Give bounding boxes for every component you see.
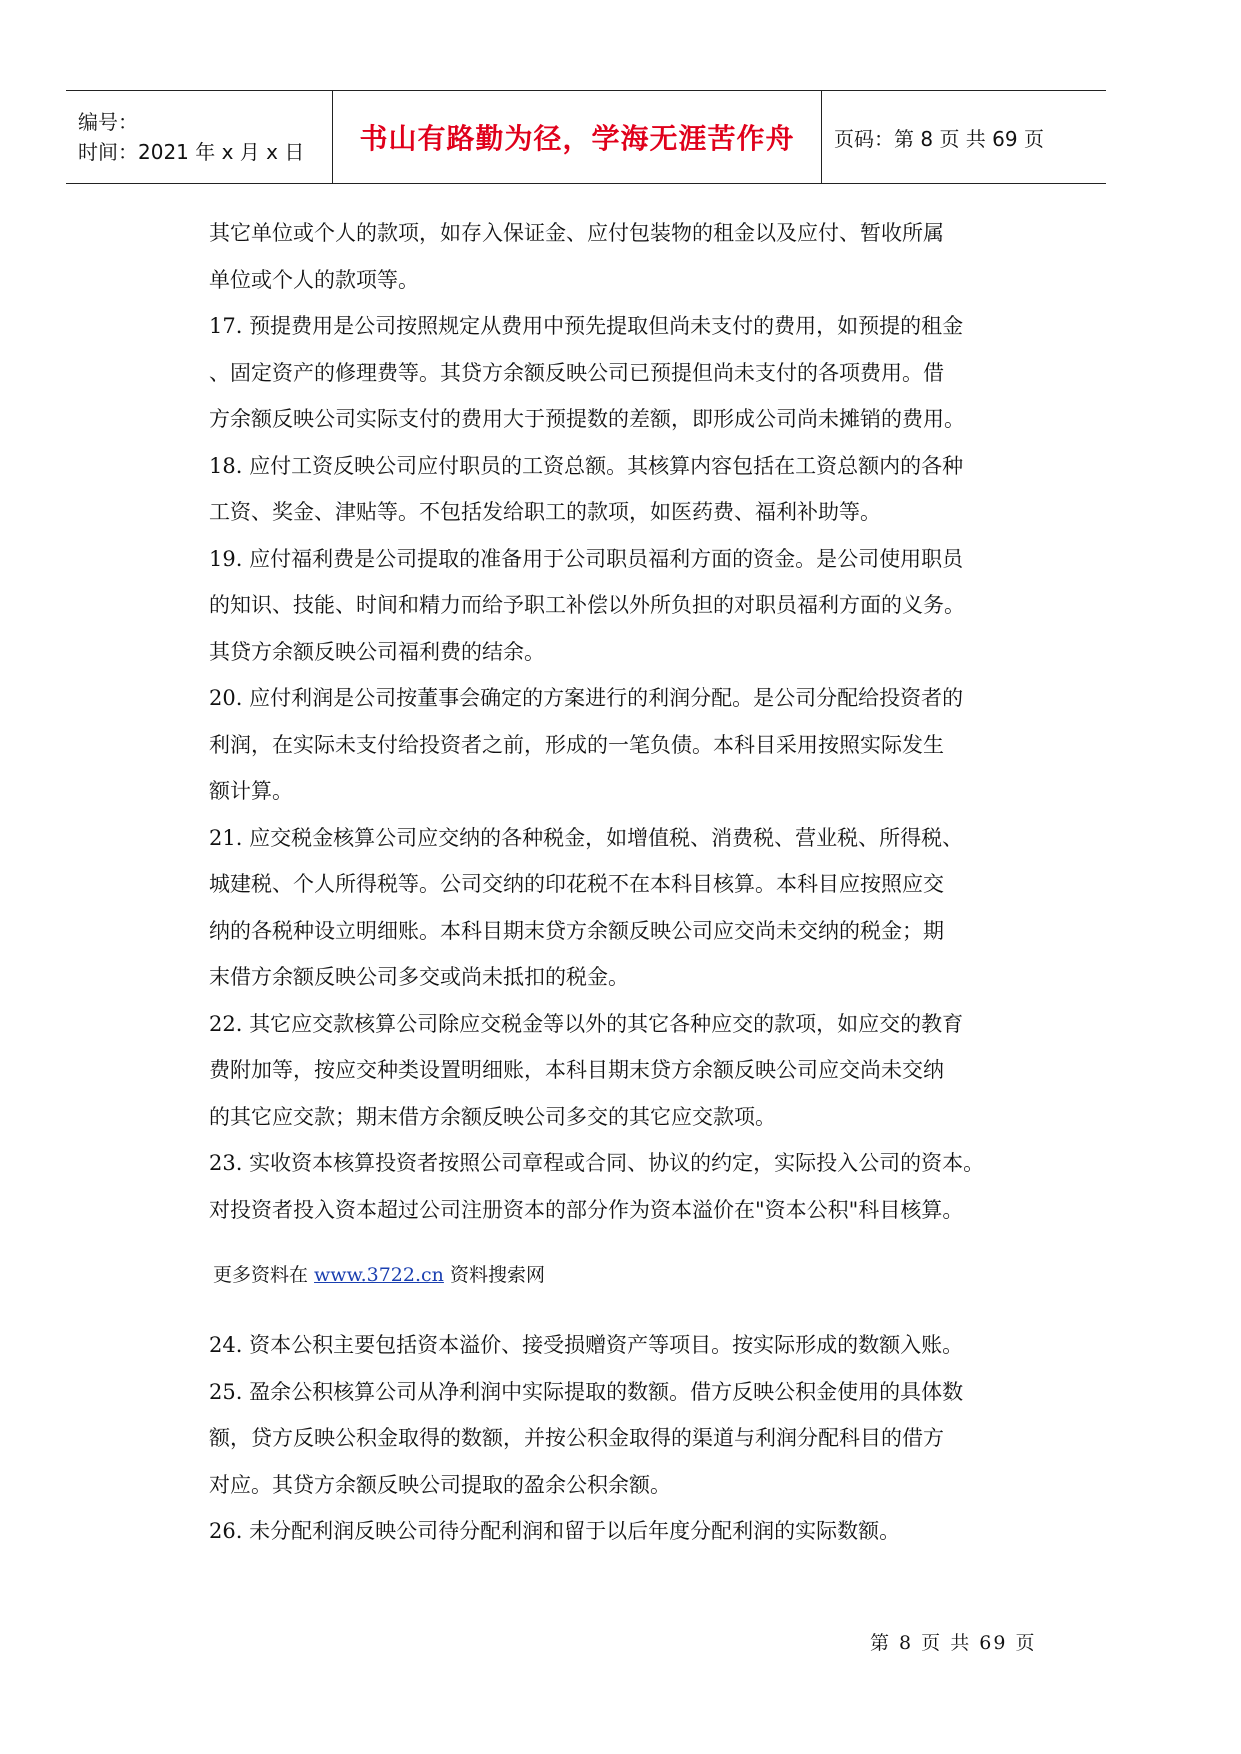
header-meta	[66, 91, 332, 183]
text-line: 城建税、个人所得税等。公司交纳的印花税不在本科目核算。本科目应按照应交	[209, 872, 944, 896]
text-line: 25. 盈余公积核算公司从净利润中实际提取的数额。借方反映公积金使用的具体数	[209, 1379, 964, 1404]
text-line: 17. 预提费用是公司按照规定从费用中预先提取但尚未支付的费用，如预提的租金	[209, 314, 964, 338]
resource-ad	[213, 1260, 545, 1287]
ad-link[interactable]: www.3722.cn	[314, 1264, 444, 1286]
header-page-label: 页码：第 8 页 共 69 页	[834, 126, 1044, 151]
text-line: 的知识、技能、时间和精力而给予职工补偿以外所负担的对职员福利方面的义务。	[209, 593, 965, 617]
header-page-cell	[822, 91, 1106, 183]
text-line: 、固定资产的修理费等。其贷方余额反映公司已预提但尚未支付的各项费用。借	[209, 360, 944, 385]
text-line: 19. 应付福利费是公司提取的准备用于公司职员福利方面的资金。是公司使用职员	[209, 546, 964, 571]
text-line: 单位或个人的款项等。	[209, 267, 419, 292]
text-line: 纳的各税种设立明细账。本科目期末贷方余额反映公司应交尚未交纳的税金；期	[209, 918, 944, 943]
text-line: 21. 应交税金核算公司应交纳的各种税金，如增值税、消费税、营业税、所得税、	[209, 825, 964, 850]
header-motto-cell	[332, 91, 822, 183]
ad-suffix: 资料搜索网	[443, 1264, 545, 1286]
text-line: 26. 未分配利润反映公司待分配利润和留于以后年度分配利润的实际数额。	[209, 1519, 901, 1543]
text-line: 其它单位或个人的款项，如存入保证金、应付包装物的租金以及应付、暂收所属	[209, 221, 944, 245]
text-line: 23. 实收资本核算投资者按照公司章程或合同、协议的约定，实际投入公司的资本。	[209, 1151, 985, 1175]
text-line: 18. 应付工资反映公司应付职员的工资总额。其核算内容包括在工资总额内的各种	[209, 453, 964, 478]
ad-prefix: 更多资料在	[213, 1264, 315, 1286]
text-line: 的其它应交款；期末借方余额反映公司多交的其它应交款项。	[209, 1104, 776, 1129]
text-line: 额计算。	[209, 779, 293, 803]
text-line: 20. 应付利润是公司按董事会确定的方案进行的利润分配。是公司分配给投资者的	[209, 686, 964, 710]
page-footer: 第 8 页 共 69 页	[870, 1632, 1037, 1654]
text-line: 额，贷方反映公积金取得的数额，并按公积金取得的渠道与利润分配科目的借方	[209, 1426, 944, 1450]
body-text-top	[209, 210, 1029, 1233]
document-header	[66, 90, 1106, 184]
text-line: 22. 其它应交款核算公司除应交税金等以外的其它各种应交的款项，如应交的教育	[209, 1011, 964, 1036]
document-number-label: 编号：	[78, 110, 138, 134]
text-line: 方余额反映公司实际支付的费用大于预提数的差额，即形成公司尚未摊销的费用。	[209, 407, 965, 431]
text-line: 费附加等，按应交种类设置明细账，本科目期末贷方余额反映公司应交尚未交纳	[209, 1058, 944, 1082]
header-motto: 书山有路勤为径，学海无涯苦作舟	[359, 122, 795, 155]
text-line: 对投资者投入资本超过公司注册资本的部分作为资本溢价在"资本公积"科目核算。	[209, 1197, 964, 1222]
text-line: 对应。其贷方余额反映公司提取的盈余公积余额。	[209, 1472, 671, 1497]
text-line: 工资、奖金、津贴等。不包括发给职工的款项，如医药费、福利补助等。	[209, 500, 881, 524]
text-line: 利润，在实际未支付给投资者之前，形成的一笔负债。本科目采用按照实际发生	[209, 732, 944, 757]
document-time-label: 时间：2021 年 x 月 x 日	[78, 140, 305, 164]
text-line: 其贷方余额反映公司福利费的结余。	[209, 639, 545, 664]
text-line: 24. 资本公积主要包括资本溢价、接受损赠资产等项目。按实际形成的数额入账。	[209, 1333, 964, 1357]
text-line: 末借方余额反映公司多交或尚未抵扣的税金。	[209, 965, 629, 989]
body-text-bottom	[209, 1322, 1029, 1555]
